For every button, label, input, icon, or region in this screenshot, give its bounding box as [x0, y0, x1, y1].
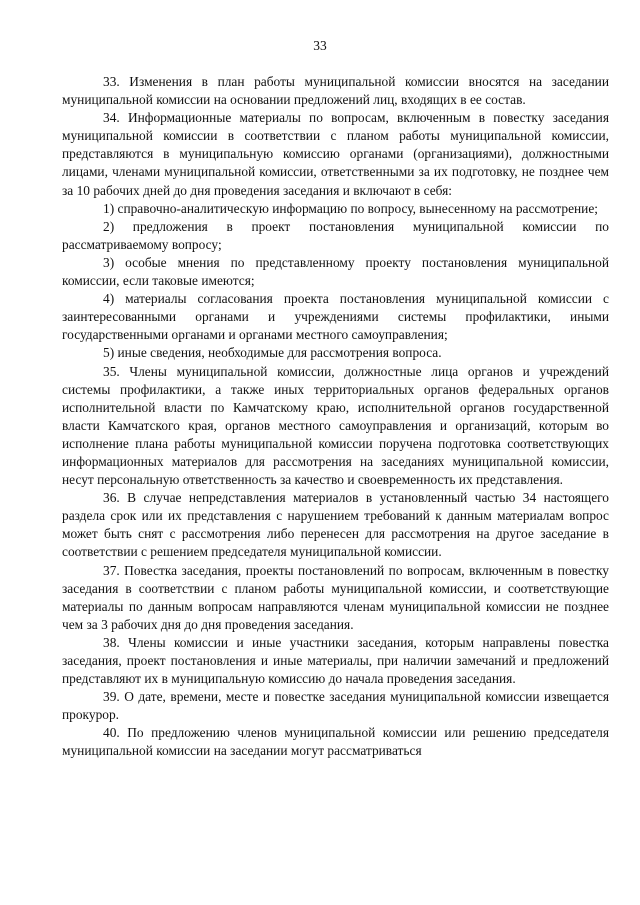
- paragraph-40: 40. По предложению членов муниципальной комиссии или решению председателя муниципальной комиссии на заседании могут рассматриваться: [62, 725, 609, 759]
- paragraph-33: 33. Изменения в план работы муниципальной комиссии вносятся на заседании муниципальной комиссии на основании предложений лиц, входящих в ее состав.: [62, 74, 609, 108]
- paragraph-39: 39. О дате, времени, месте и повестке заседания муниципальной комиссии извещается прокурор.: [62, 689, 609, 723]
- paragraph-36: 36. В случае непредставления материалов в установленный частью 34 настоящего раздела срок или их представления с нарушением требований к данным материалам вопрос может быть снят с рассмотрения либо перенесен для рассмотрения на другое заседание в соответствии с решением председателя муниципальной комиссии.: [62, 490, 609, 560]
- list-item-4: 4) материалы согласования проекта постановления муниципальной комиссии с заинтересованными органами и учреждениями системы профилактики, иными государственными органами и органами местного самоуправления;: [62, 291, 609, 343]
- document-body: [62, 73, 609, 761]
- page-number: 33: [313, 38, 327, 53]
- paragraph-38: 38. Члены комиссии и иные участники заседания, которым направлены повестка заседания, проект постановления и иные материалы, при наличии замечаний и предложений представляют их в муниципальную комиссию до начала проведения заседания.: [62, 634, 609, 687]
- paragraph-34: 34. Информационные материалы по вопросам, включенным в повестку заседания муниципальной комиссии в соответствии с планом работы муниципальной комиссии, представляются в муниципальную комиссию органами (организациями), должностными лицами, членами муниципальной комиссии, ответственными за их подготовку, не позднее чем за 10 рабочих дней до дня проведения заседания и включают в себя:: [62, 110, 609, 198]
- list-item-1: 1) справочно-аналитическую информацию по вопросу, вынесенному на рассмотрение;: [103, 200, 599, 216]
- list-item-2: 2) предложения в проект постановления муниципальной комиссии по рассматриваемому вопросу;: [62, 218, 609, 252]
- list-item-5: 5) иные сведения, необходимые для рассмотрения вопроса.: [103, 345, 442, 361]
- paragraph-37: 37. Повестка заседания, проекты постановлений по вопросам, включенным в повестку заседания в соответствии с планом работы муниципальной комиссии, и соответствующие материалы по данным вопросам направляются членам муниципальной комиссии не позднее чем за 3 рабочих дня до дня проведения заседания.: [62, 562, 609, 632]
- list-item-3: 3) особые мнения по представленному проекту постановления муниципальной комиссии, если таковые имеются;: [62, 254, 609, 289]
- paragraph-35: 35. Члены муниципальной комиссии, должностные лица органов и учреждений системы профилактики, а также иных территориальных органов федеральных органов исполнительной власти по Камчатскому краю, исполнительной органов государственной власти Камчатского края, органов местного самоуправления и организаций, которым во исполнение плана работы муниципальной комиссии поручена подготовка соответствующих информационных материалов для рассмотрения на заседаниях муниципальной комиссии, несут персональную ответственность за качество и своевременность их представления.: [62, 363, 609, 488]
